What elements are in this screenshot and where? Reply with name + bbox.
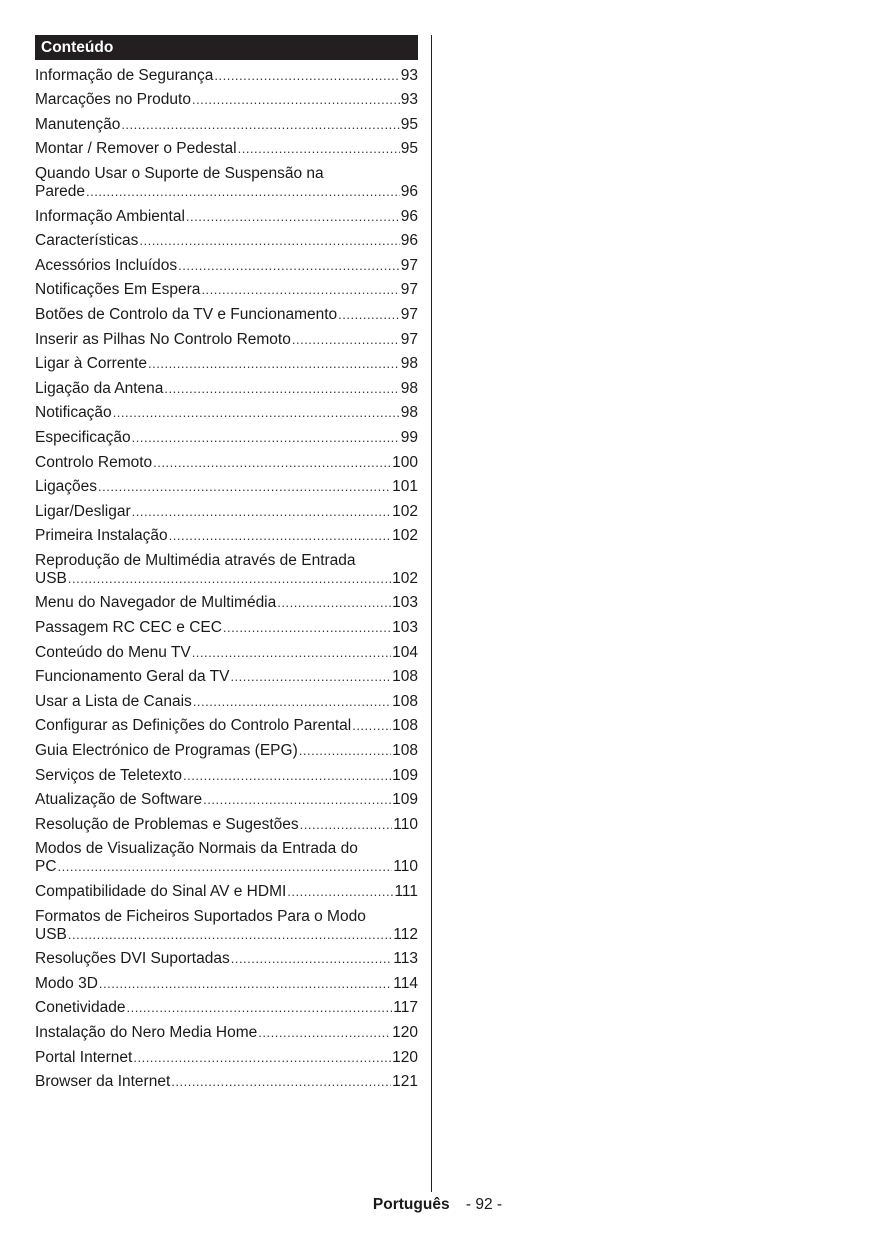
- toc-dot-leader: [238, 140, 400, 158]
- toc-entry-row: [35, 717, 418, 735]
- toc-dot-leader: [153, 454, 391, 472]
- toc-entry-row: [35, 404, 418, 422]
- toc-entry-title-line: Modos de Visualização Normais da Entrada do: [35, 840, 358, 858]
- toc-entry[interactable]: [35, 429, 418, 447]
- toc-dot-leader: [113, 404, 400, 422]
- toc-entry-title: Ligações: [35, 478, 98, 496]
- toc-dot-leader: [68, 570, 391, 588]
- toc-entry[interactable]: [35, 619, 418, 637]
- toc-entry-row: [35, 926, 418, 944]
- toc-entry-page: 102: [392, 502, 418, 520]
- toc-entry[interactable]: [35, 232, 418, 250]
- toc-entry[interactable]: [35, 208, 418, 226]
- toc-entry[interactable]: [35, 908, 418, 944]
- toc-entry-title: Menu do Navegador de Multimédia: [35, 594, 277, 612]
- toc-dot-leader: [121, 116, 399, 134]
- toc-entry-title: Conetividade: [35, 999, 126, 1017]
- toc-entry-title: Controlo Remoto: [35, 453, 153, 471]
- toc-entry-page: 109: [392, 791, 418, 809]
- toc-entry-title: Portal Internet: [35, 1048, 133, 1066]
- toc-entry[interactable]: [35, 742, 418, 760]
- toc-entry-page: 103: [392, 619, 418, 637]
- toc-entry-title: Notificação: [35, 404, 112, 422]
- toc-entry[interactable]: [35, 355, 418, 373]
- toc-entry-page: 97: [400, 305, 418, 323]
- toc-entry-page: 101: [392, 478, 418, 496]
- toc-entry-page: 98: [400, 379, 418, 397]
- toc-entry-title: Ligar à Corrente: [35, 355, 148, 373]
- toc-dot-leader: [178, 257, 400, 275]
- toc-dot-leader: [230, 668, 391, 686]
- toc-entry[interactable]: [35, 999, 418, 1017]
- toc-dot-leader: [258, 1024, 391, 1042]
- toc-entry-row: [35, 999, 418, 1017]
- toc-entry[interactable]: [35, 454, 418, 472]
- toc-entry-page: 110: [393, 815, 418, 833]
- toc-entry[interactable]: [35, 1024, 418, 1042]
- toc-entry[interactable]: [35, 552, 418, 588]
- toc-entry-page: 104: [392, 643, 418, 661]
- toc-entry[interactable]: [35, 380, 418, 398]
- toc-entry-row: [35, 975, 418, 993]
- toc-entry-row: [35, 429, 418, 447]
- toc-entry-page: 97: [400, 281, 418, 299]
- toc-entry-title: PC: [35, 858, 57, 876]
- toc-entry-page: 96: [400, 232, 418, 250]
- table-of-contents: [35, 35, 418, 1091]
- toc-entry[interactable]: [35, 840, 418, 876]
- toc-entry[interactable]: [35, 67, 418, 85]
- toc-dot-leader: [164, 380, 399, 398]
- toc-dot-leader: [192, 91, 400, 109]
- toc-entry-title: Conteúdo do Menu TV: [35, 643, 191, 661]
- toc-entry[interactable]: [35, 478, 418, 496]
- toc-entry-title: Funcionamento Geral da TV: [35, 668, 230, 686]
- toc-entry[interactable]: [35, 306, 418, 324]
- toc-entry[interactable]: [35, 257, 418, 275]
- toc-entry[interactable]: [35, 116, 418, 134]
- toc-entry[interactable]: [35, 950, 418, 968]
- toc-entry-title: Inserir as Pilhas No Controlo Remoto: [35, 330, 291, 348]
- toc-entry-page: 117: [393, 999, 418, 1017]
- toc-dot-leader: [277, 594, 391, 612]
- toc-dot-leader: [58, 858, 393, 876]
- toc-entry-title: Passagem RC CEC e CEC: [35, 619, 222, 637]
- toc-dot-leader: [231, 950, 393, 968]
- toc-entry-title: Resolução de Problemas e Sugestões: [35, 815, 299, 833]
- toc-entry-page: 99: [400, 428, 418, 446]
- toc-entry-page: 96: [400, 207, 418, 225]
- toc-entry-title: USB: [35, 925, 67, 943]
- toc-entry-row: [35, 527, 418, 545]
- toc-dot-leader: [300, 816, 393, 834]
- toc-entry-title: Guia Electrónico de Programas (EPG): [35, 742, 298, 760]
- toc-entry-row: [35, 380, 418, 398]
- toc-entry-title-line: Quando Usar o Suporte de Suspensão na: [35, 164, 324, 182]
- toc-dot-leader: [148, 355, 400, 373]
- toc-entry-title: Atualização de Software: [35, 791, 203, 809]
- toc-entry-row: [35, 570, 418, 588]
- toc-entry[interactable]: [35, 503, 418, 521]
- toc-entry-page: 112: [393, 925, 418, 943]
- toc-dot-leader: [292, 331, 400, 349]
- toc-dot-leader: [193, 693, 391, 711]
- toc-entry-page: 93: [400, 66, 418, 84]
- toc-entry-page: 110: [393, 858, 418, 876]
- toc-entry[interactable]: [35, 165, 418, 201]
- toc-dot-leader: [201, 281, 399, 299]
- toc-entry-title: USB: [35, 569, 67, 587]
- toc-heading: Conteúdo: [35, 35, 418, 60]
- toc-entry-page: 96: [400, 182, 418, 200]
- toc-entry-title: Configurar as Definições do Controlo Parental: [35, 717, 352, 735]
- toc-entry[interactable]: [35, 1049, 418, 1067]
- toc-entry-row: [35, 91, 418, 109]
- toc-entry-page: 111: [394, 883, 418, 900]
- toc-entry-title: Montar / Remover o Pedestal: [35, 140, 237, 158]
- toc-entry-title: Informação Ambiental: [35, 207, 185, 225]
- toc-entry-row: [35, 594, 418, 612]
- toc-entry-title: Usar a Lista de Canais: [35, 692, 192, 710]
- toc-entry-title: Instalação do Nero Media Home: [35, 1023, 258, 1041]
- toc-entry[interactable]: [35, 791, 418, 809]
- toc-entry[interactable]: [35, 594, 418, 612]
- toc-entry-row: [35, 232, 418, 250]
- toc-entry-row: [35, 668, 418, 686]
- toc-dot-leader: [352, 717, 391, 735]
- toc-dot-leader: [299, 742, 391, 760]
- toc-entry[interactable]: [35, 281, 418, 299]
- toc-entry-row: [35, 883, 418, 901]
- toc-entry-row: [35, 742, 418, 760]
- toc-entry[interactable]: [35, 644, 418, 662]
- toc-dot-leader: [223, 619, 391, 637]
- toc-dot-leader: [192, 644, 391, 662]
- toc-dot-leader: [214, 67, 399, 85]
- toc-entry-page: 98: [400, 404, 418, 422]
- toc-entry-row: [35, 693, 418, 711]
- toc-entry-page: 93: [400, 91, 418, 109]
- toc-entry[interactable]: [35, 767, 418, 785]
- toc-entry-title: Serviços de Teletexto: [35, 766, 183, 784]
- toc-entry-page: 95: [400, 115, 418, 133]
- toc-entry-title: Acessórios Incluídos: [35, 256, 178, 274]
- toc-entry-title: Resoluções DVI Suportadas: [35, 950, 230, 968]
- toc-entry-row: [35, 183, 418, 201]
- toc-dot-leader: [183, 767, 391, 785]
- toc-entry-row: [35, 816, 418, 834]
- toc-entry-page: 114: [393, 974, 418, 992]
- toc-dot-leader: [171, 1073, 391, 1091]
- toc-entry-row: [35, 116, 418, 134]
- toc-entry-page: 113: [393, 950, 418, 968]
- toc-entry-row: [35, 208, 418, 226]
- toc-entry-row: [35, 478, 418, 496]
- toc-entry-row: [35, 140, 418, 158]
- toc-dot-leader: [186, 208, 400, 226]
- toc-entry-row: [35, 257, 418, 275]
- toc-entry-row: [35, 1024, 418, 1042]
- toc-entry-page: 97: [400, 330, 418, 348]
- toc-entry-row: [35, 503, 418, 521]
- toc-entry-page: 108: [392, 692, 418, 710]
- toc-entry-page: 120: [392, 1048, 418, 1066]
- toc-entry[interactable]: [35, 140, 418, 158]
- toc-entry[interactable]: [35, 883, 418, 901]
- toc-entry-row: [35, 767, 418, 785]
- toc-entry-page: 100: [392, 453, 418, 471]
- toc-entry[interactable]: [35, 404, 418, 422]
- toc-dot-leader: [98, 478, 391, 496]
- footer-page-number: - 92 -: [465, 1196, 503, 1213]
- toc-dot-leader: [86, 183, 400, 201]
- toc-entry-title: Informação de Segurança: [35, 66, 214, 84]
- toc-entry[interactable]: [35, 331, 418, 349]
- toc-entry-page: 102: [392, 569, 418, 587]
- toc-dot-leader: [132, 503, 391, 521]
- toc-entry[interactable]: [35, 975, 418, 993]
- toc-dot-leader: [338, 306, 400, 324]
- toc-entry-row: [35, 1049, 418, 1067]
- toc-entry-title-line: Reprodução de Multimédia através de Entrada: [35, 551, 356, 569]
- toc-entry-row: [35, 791, 418, 809]
- toc-entry[interactable]: [35, 816, 418, 834]
- toc-entry-title: Especificação: [35, 428, 131, 446]
- toc-entry-title: Botões de Controlo da TV e Funcionamento: [35, 305, 338, 323]
- column-divider: [431, 35, 432, 1192]
- toc-dot-leader: [68, 926, 392, 944]
- toc-entry[interactable]: [35, 91, 418, 109]
- toc-list: [35, 67, 418, 1092]
- toc-entry-page: 102: [392, 527, 418, 545]
- toc-entry-row: [35, 950, 418, 968]
- toc-dot-leader: [169, 527, 391, 545]
- toc-entry-page: 121: [392, 1073, 418, 1091]
- toc-entry-title: Modo 3D: [35, 974, 98, 992]
- toc-entry-row: [35, 355, 418, 373]
- toc-entry-title-line: Formatos de Ficheiros Suportados Para o Modo: [35, 907, 366, 925]
- toc-entry-page: 103: [392, 594, 418, 612]
- toc-entry[interactable]: [35, 717, 418, 735]
- toc-dot-leader: [139, 232, 399, 250]
- toc-entry[interactable]: [35, 693, 418, 711]
- toc-entry-title: Parede: [35, 182, 85, 200]
- toc-entry-row: [35, 1073, 418, 1091]
- toc-entry-title: Características: [35, 232, 139, 250]
- toc-entry-page: 108: [392, 668, 418, 686]
- toc-dot-leader: [203, 791, 391, 809]
- toc-entry-row: [35, 644, 418, 662]
- toc-entry-page: 108: [392, 742, 418, 760]
- toc-dot-leader: [132, 429, 400, 447]
- footer-language: Português: [372, 1196, 450, 1213]
- toc-entry-title: Compatibilidade do Sinal AV e HDMI: [35, 883, 287, 900]
- toc-entry-row: [35, 858, 418, 876]
- toc-entry-title: Primeira Instalação: [35, 527, 168, 545]
- toc-entry-title: Ligação da Antena: [35, 379, 164, 397]
- toc-entry[interactable]: [35, 668, 418, 686]
- toc-entry-page: 98: [400, 355, 418, 373]
- toc-entry-row: [35, 67, 418, 85]
- toc-entry-row: [35, 619, 418, 637]
- toc-entry-page: 108: [392, 717, 418, 735]
- toc-entry-title: Marcações no Produto: [35, 91, 191, 109]
- toc-entry-page: 95: [400, 140, 418, 158]
- toc-entry-row: [35, 281, 418, 299]
- toc-dot-leader: [99, 975, 392, 993]
- toc-dot-leader: [133, 1049, 391, 1067]
- toc-entry-row: [35, 454, 418, 472]
- toc-dot-leader: [287, 883, 393, 901]
- toc-entry-title: Notificações Em Espera: [35, 281, 201, 299]
- toc-entry-page: 109: [392, 766, 418, 784]
- toc-entry[interactable]: [35, 1073, 418, 1091]
- toc-entry-row: [35, 331, 418, 349]
- toc-entry-row: [35, 306, 418, 324]
- toc-entry-page: 120: [392, 1023, 418, 1041]
- toc-entry-title: Ligar/Desligar: [35, 502, 131, 520]
- toc-dot-leader: [126, 999, 392, 1017]
- toc-entry-title: Manutenção: [35, 115, 121, 133]
- toc-entry[interactable]: [35, 527, 418, 545]
- toc-entry-title: Browser da Internet: [35, 1073, 171, 1091]
- page-footer: [0, 1196, 875, 1214]
- toc-entry-page: 97: [400, 256, 418, 274]
